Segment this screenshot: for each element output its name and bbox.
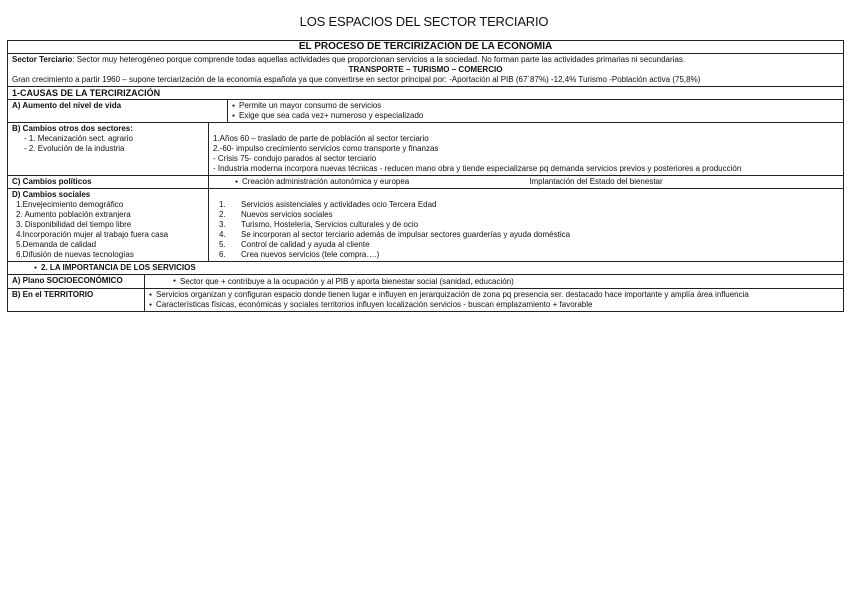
list-number: 4. (219, 230, 226, 240)
terciarization-table (7, 40, 844, 312)
list-item: 1.Envejecimiento demográfico (16, 200, 124, 210)
cause-d-right (209, 189, 844, 262)
cause-b-left (8, 123, 209, 176)
list-item: Control de calidad y ayuda al cliente (241, 240, 370, 250)
cause-b-right (209, 123, 844, 176)
list-item: Nuevos servicios sociales (241, 210, 333, 220)
list-item: ● Servicios organizan y configuran espacio donde tienen lugar e influyen en jerarquización de zona pq presencia ser. destacado hace importante y amplía área influencia (149, 290, 839, 300)
intro-row (8, 54, 844, 87)
list-item: 2.-60- impulso crecimiento servicios como transporte y finanzas (213, 144, 439, 154)
list-item: 2. Aumento población extranjera (16, 210, 131, 220)
list-number: 1. (219, 200, 226, 210)
intro-cell (8, 54, 844, 87)
list-item: Servicios asistenciales y actividades ocio Tercera Edad (241, 200, 437, 210)
list-item: Crea nuevos servicios (tele compra….) (241, 250, 380, 260)
importance-b-items (145, 288, 844, 311)
list-item: Implantación del Estado del bienestar (529, 177, 663, 187)
cause-d-label: D) Cambios sociales (12, 190, 91, 200)
list-item: Turismo, Hostelería, Servicios culturales y de ocio (241, 220, 419, 230)
list-item: ● Creación administración autonómica y europea (235, 177, 409, 186)
list-item: - 1. Mecanización sect. agrario (24, 134, 133, 144)
list-item: 1.Años 60 – traslado de parte de población al sector terciario (213, 134, 429, 144)
definition-line (12, 55, 839, 65)
section1-title: 1-CAUSAS DE LA TERCIRIZACIÓN (8, 87, 844, 100)
section1-title-row (8, 87, 844, 100)
list-item: 5.Demanda de calidad (16, 240, 97, 250)
list-item: Se incorporan al sector terciario además de impulsar sectores guarderías y ayuda doméstica (241, 230, 571, 240)
list-item: 4.Incorporación mujer al trabajo fuera casa (16, 230, 169, 240)
cause-c-items (209, 176, 844, 189)
sector-term: Sector Terciario (12, 55, 73, 64)
list-number: 3. (219, 220, 226, 230)
list-item: - Crisis 75- condujo parados al sector terciario (213, 154, 377, 164)
list-number: 5. (219, 240, 226, 250)
growth-line: Gran crecimiento a partir 1960 – supone terciarización de la economía española ya que convertirse en sector principal por: -Aportación al PIB (67´87%) -12,4% Turismo -Población activa (75,8%) (12, 75, 701, 84)
importance-b-row (8, 288, 844, 311)
cause-a-label: A) Aumento del nivel de vida (8, 100, 228, 123)
section2-title-row (8, 262, 844, 275)
document-title: LOS ESPACIOS DEL SECTOR TERCIARIO (299, 14, 549, 29)
cause-c-label: C) Cambios políticos (8, 176, 209, 189)
list-item: 3. Disponibilidad del tiempo libre (16, 220, 132, 230)
table-title: EL PROCESO DE TERCIRIZACIÓN DE LA ECONOMÍA (8, 41, 844, 54)
cause-a-row (8, 100, 844, 123)
list-item: ● Exige que sea cada vez+ numeroso y especializado (232, 111, 839, 121)
list-item: ● Permite un mayor consumo de servicios (232, 101, 839, 111)
importance-a-label: A) Plano SOCIOECONÓMICO (8, 275, 145, 288)
list-item: ● Características físicas, económicas y sociales territorios influyen localización servicios - buscan emplazamiento + favorable (149, 300, 839, 310)
intro-subheading: TRANSPORTE – TURISMO – COMERCIO (348, 65, 503, 74)
importance-b-label: B) En el TERRITORIO (8, 288, 145, 311)
cause-d-row (8, 189, 844, 262)
list-item: - Industria moderna incorpora nuevas técnicas - reducen mano obra y tiende especializarse pq demanda servicios previos y posteriores a producción (213, 164, 742, 174)
list-item: - 2. Evolución de la industria (24, 144, 125, 154)
list-number: 6. (219, 250, 226, 260)
table-title-row (8, 41, 844, 54)
cause-b-label: B) Cambios otros dos sectores: (12, 124, 133, 134)
cause-b-row (8, 123, 844, 176)
cause-c-row (8, 176, 844, 189)
section2-title: ● 2. LA IMPORTANCIA DE LOS SERVICIOS (8, 262, 844, 275)
sector-definition: : Sector muy heterogéneo porque comprende todas aquellas actividades que proporcionan servicios a la sociedad. No forman parte las actividades primarias ni secundarias. (72, 55, 686, 64)
list-item: 6.Difusión de nuevas tecnologías (16, 250, 134, 260)
importance-a-item (145, 275, 844, 288)
cause-d-left (8, 189, 209, 262)
list-item: ● Sector que + contribuye a la ocupación y al PIB y aporta bienestar social (sanidad, educación) (173, 277, 514, 286)
list-number: 2. (219, 210, 226, 220)
cause-a-items (228, 100, 844, 123)
importance-a-row (8, 275, 844, 288)
